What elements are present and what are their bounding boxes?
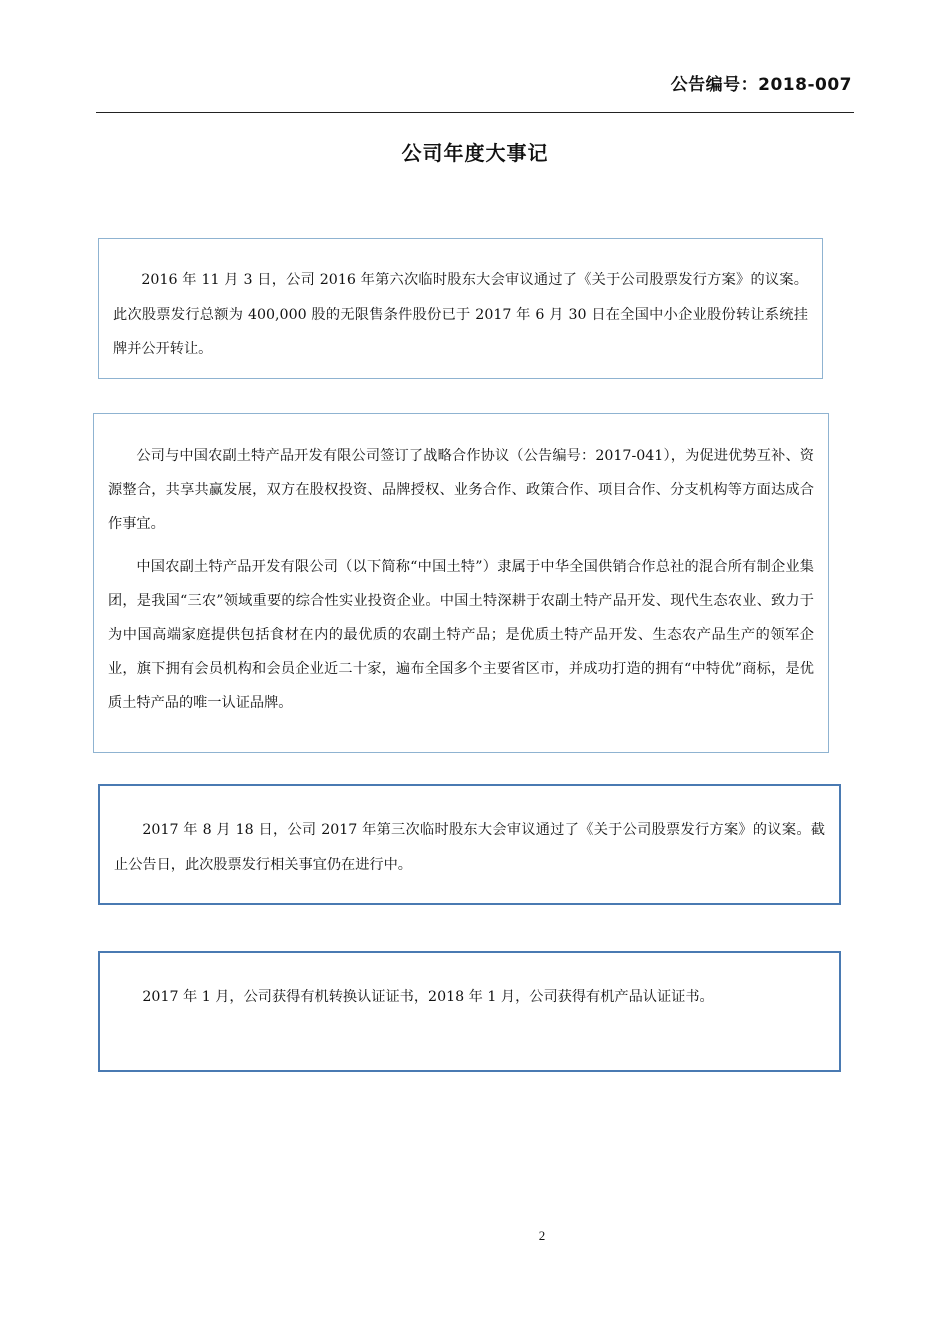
event-box-strategic-cooperation (93, 413, 829, 753)
page-number: 2 (538, 1228, 546, 1243)
page-title: 公司年度大事记 (401, 141, 549, 165)
event-box-organic-certification (98, 951, 841, 1072)
event-box-share-issuance-2016 (98, 238, 823, 379)
event-paragraph: 公司与中国农副土特产品开发有限公司签订了战略合作协议（公告编号：2017-041），为促进优势互补、资源整合，共享共赢发展，双方在股权投资、品牌授权、业务合作、政策合作、项目合作、分支机构等方面达成合作事宜。 (108, 448, 814, 532)
event-paragraph: 2016 年 11 月 3 日，公司 2016 年第六次临时股东大会审议通过了《关于公司股票发行方案》的议案。此次股票发行总额为 400,000 股的无限售条件股份已于 2017 年 6 月 30 日在全国中小企业股份转让系统挂牌并公开转让。 (113, 272, 808, 357)
event-box-share-issuance-2017 (98, 784, 841, 905)
event-paragraph: 2017 年 1 月，公司获得有机转换认证证书，2018 年 1 月，公司获得有机产品认证证书。 (142, 989, 714, 1005)
announcement-code: 公告编号：2018-007 (670, 75, 852, 95)
header-divider (96, 112, 854, 113)
event-paragraph: 2017 年 8 月 18 日，公司 2017 年第三次临时股东大会审议通过了《关于公司股票发行方案》的议案。截止公告日，此次股票发行相关事宜仍在进行中。 (114, 822, 825, 873)
event-paragraph: 中国农副土特产品开发有限公司（以下简称“中国土特”）隶属于中华全国供销合作总社的混合所有制企业集团，是我国“三农”领域重要的综合性实业投资企业。中国土特深耕于农副土特产品开发、现代生态农业、致力于为中国高端家庭提供包括食材在内的最优质的农副土特产品；是优质土特产品开发、生态农产品生产的领军企业，旗下拥有会员机构和会员企业近二十家，遍布全国多个主要省区市，并成功打造的拥有“中特优”商标，是优质土特产品的唯一认证品牌。 (108, 559, 814, 711)
